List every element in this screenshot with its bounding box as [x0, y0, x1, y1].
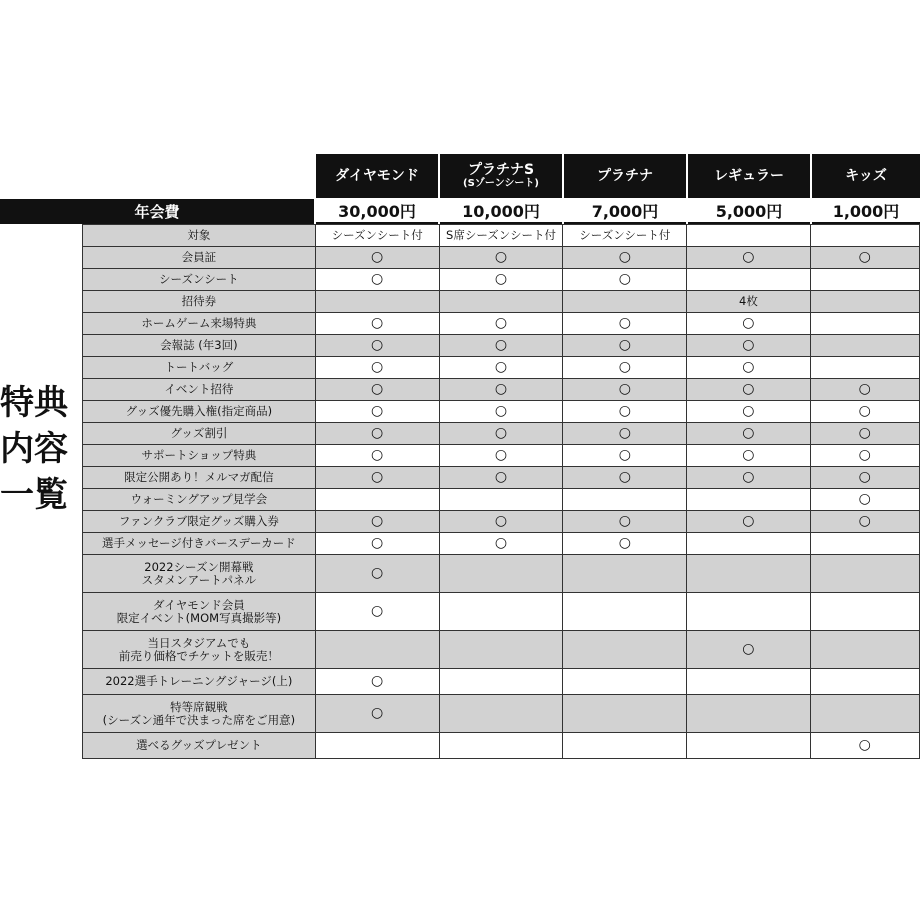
benefit-cell — [315, 445, 439, 467]
included-mark-icon: ○ — [371, 315, 384, 331]
benefit-cell — [810, 533, 919, 555]
benefit-cell — [810, 445, 919, 467]
benefit-cell — [810, 357, 919, 379]
included-mark-icon: ○ — [371, 535, 384, 551]
included-mark-icon: ○ — [618, 359, 631, 375]
benefit-cell — [315, 423, 439, 445]
benefit-cell — [563, 489, 687, 511]
benefit-cell — [439, 401, 563, 423]
table-row — [83, 423, 920, 445]
included-mark-icon: ○ — [618, 249, 631, 265]
benefit-label — [83, 401, 316, 423]
benefit-label — [83, 379, 316, 401]
benefit-cell — [687, 401, 810, 423]
included-mark-icon: ○ — [371, 337, 384, 353]
benefit-cell — [563, 593, 687, 631]
benefit-cell — [563, 733, 687, 759]
benefit-label-line: 選手メッセージ付きバースデーカード — [101, 536, 296, 550]
included-mark-icon: ○ — [371, 513, 384, 529]
benefit-cell — [315, 593, 439, 631]
benefit-cell — [810, 511, 919, 533]
benefit-cell — [439, 423, 563, 445]
plan-subname: (Sゾーンシート) — [463, 178, 539, 189]
benefit-cell — [687, 593, 810, 631]
benefit-label-line: 招待券 — [181, 294, 217, 308]
table-row — [83, 669, 920, 695]
included-mark-icon: ○ — [494, 403, 508, 419]
benefit-cell — [315, 467, 439, 489]
benefit-cell — [687, 313, 810, 335]
included-mark-icon: ○ — [494, 425, 508, 441]
table-row — [83, 269, 920, 291]
included-mark-icon: ○ — [494, 447, 508, 463]
included-mark-icon: ○ — [494, 249, 508, 265]
benefit-cell — [315, 533, 439, 555]
included-mark-icon: ○ — [494, 315, 508, 331]
benefit-cell — [810, 593, 919, 631]
benefit-cell — [439, 555, 563, 593]
benefit-cell — [687, 357, 810, 379]
benefit-label — [83, 593, 316, 631]
benefit-label — [83, 511, 316, 533]
included-mark-icon: ○ — [371, 469, 384, 485]
annual-fee-label: 年会費 — [0, 199, 314, 224]
benefit-label-line: ダイヤモンド会員 — [152, 597, 245, 612]
benefit-cell — [810, 489, 919, 511]
benefit-label — [83, 423, 316, 445]
benefit-cell — [439, 695, 563, 733]
benefit-cell — [687, 423, 810, 445]
plan-header-3 — [688, 154, 810, 198]
benefit-cell — [439, 269, 563, 291]
benefit-cell — [810, 631, 919, 669]
table-row — [83, 291, 920, 313]
included-mark-icon: ○ — [618, 447, 631, 463]
benefit-label-line: スタメンアートパネル — [141, 572, 257, 587]
benefit-label — [83, 225, 316, 247]
benefit-cell — [687, 695, 810, 733]
table-row — [83, 631, 920, 669]
table-row — [83, 379, 920, 401]
plan-name: ダイヤモンド — [335, 168, 419, 184]
benefit-label-line: 限定イベント(MOM写真撮影等) — [116, 610, 282, 625]
benefit-label-line: シーズンシート — [159, 272, 239, 286]
benefit-cell — [810, 401, 919, 423]
benefit-cell — [563, 379, 687, 401]
benefit-cell — [810, 313, 919, 335]
benefit-label — [83, 291, 316, 313]
benefit-cell — [439, 631, 563, 669]
benefit-cell — [687, 269, 810, 291]
benefit-cell — [810, 423, 919, 445]
benefit-cell — [439, 335, 563, 357]
benefit-cell — [563, 695, 687, 733]
benefit-cell — [439, 291, 563, 313]
benefit-cell — [439, 357, 563, 379]
benefit-label — [83, 533, 316, 555]
benefit-label — [83, 695, 316, 733]
benefit-cell — [810, 669, 919, 695]
included-mark-icon: ○ — [742, 337, 755, 353]
plan-name: キッズ — [845, 168, 887, 184]
benefit-label-line: グッズ割引 — [170, 426, 228, 440]
benefit-cell — [687, 733, 810, 759]
benefit-cell — [563, 335, 687, 357]
included-mark-icon: ○ — [371, 603, 384, 619]
benefit-cell — [687, 489, 810, 511]
benefit-cell — [687, 555, 810, 593]
included-mark-icon: ○ — [742, 359, 755, 375]
included-mark-icon: ○ — [858, 469, 871, 485]
table-row — [83, 357, 920, 379]
benefit-cell — [315, 631, 439, 669]
plan-header-2 — [564, 154, 686, 198]
included-mark-icon: ○ — [494, 271, 508, 287]
benefit-label — [83, 269, 316, 291]
benefit-cell — [315, 733, 439, 759]
included-mark-icon: ○ — [371, 359, 384, 375]
included-mark-icon: ○ — [494, 359, 508, 375]
benefit-cell — [687, 335, 810, 357]
benefit-cell — [439, 533, 563, 555]
plan-header-4 — [812, 154, 920, 198]
included-mark-icon: ○ — [742, 315, 755, 331]
benefit-cell — [439, 467, 563, 489]
table-row — [83, 467, 920, 489]
benefit-cell-text: シーズンシート付 — [579, 228, 671, 242]
annual-fee-4: 1,000円 — [812, 199, 920, 224]
benefit-cell — [810, 335, 919, 357]
benefit-cell — [315, 555, 439, 593]
benefit-cell — [563, 511, 687, 533]
included-mark-icon: ○ — [371, 565, 384, 581]
benefit-cell — [810, 555, 919, 593]
benefit-cell — [687, 225, 810, 247]
table-row — [83, 313, 920, 335]
benefit-label-line: トートバッグ — [164, 360, 234, 374]
benefit-cell — [439, 593, 563, 631]
benefit-cell — [563, 313, 687, 335]
included-mark-icon: ○ — [494, 469, 508, 485]
plan-name: プラチナS — [467, 162, 535, 178]
table-row — [83, 533, 920, 555]
benefit-cell — [439, 489, 563, 511]
included-mark-icon: ○ — [742, 425, 755, 441]
included-mark-icon: ○ — [371, 403, 384, 419]
included-mark-icon: ○ — [858, 491, 871, 507]
included-mark-icon: ○ — [742, 447, 755, 463]
included-mark-icon: ○ — [742, 641, 755, 657]
benefit-label-line: 会員証 — [181, 250, 217, 264]
included-mark-icon: ○ — [494, 513, 508, 529]
table-row — [83, 247, 920, 269]
benefit-cell — [810, 269, 919, 291]
benefit-label-line: 選べるグッズプレゼント — [136, 738, 262, 752]
benefit-cell — [315, 511, 439, 533]
benefit-cell — [439, 445, 563, 467]
benefit-label — [83, 733, 316, 759]
included-mark-icon: ○ — [371, 673, 384, 689]
benefit-label — [83, 335, 316, 357]
benefit-cell — [563, 357, 687, 379]
side-title-line-2: 内容 — [0, 429, 68, 469]
benefit-cell-text: S席シーズンシート付 — [446, 228, 556, 242]
benefit-label-line: 2022選手トレーニングジャージ(上) — [105, 674, 293, 688]
table-row — [83, 555, 920, 593]
benefit-label-line: 会報誌 (年3回) — [160, 338, 238, 352]
included-mark-icon: ○ — [618, 337, 631, 353]
annual-fee-1: 10,000円 — [440, 199, 562, 224]
benefit-cell — [563, 631, 687, 669]
benefit-cell — [315, 489, 439, 511]
side-title-line-3: 一覧 — [0, 475, 68, 515]
benefit-cell — [439, 733, 563, 759]
annual-fee-3: 5,000円 — [688, 199, 810, 224]
included-mark-icon: ○ — [858, 425, 871, 441]
included-mark-icon: ○ — [618, 469, 631, 485]
included-mark-icon: ○ — [742, 249, 755, 265]
benefit-cell-text: 4枚 — [739, 294, 758, 308]
benefit-cell — [315, 269, 439, 291]
plan-name: レギュラー — [714, 168, 784, 184]
benefit-cell — [563, 467, 687, 489]
included-mark-icon: ○ — [618, 271, 631, 287]
included-mark-icon: ○ — [742, 381, 755, 397]
benefit-cell — [563, 423, 687, 445]
benefit-cell — [315, 357, 439, 379]
benefit-cell — [315, 401, 439, 423]
benefit-cell — [563, 269, 687, 291]
benefit-cell — [687, 533, 810, 555]
included-mark-icon: ○ — [494, 535, 508, 551]
included-mark-icon: ○ — [618, 535, 631, 551]
benefit-label-line: イベント招待 — [164, 382, 234, 396]
included-mark-icon: ○ — [618, 315, 631, 331]
benefit-cell — [810, 695, 919, 733]
benefit-cell — [687, 511, 810, 533]
benefit-cell — [810, 733, 919, 759]
included-mark-icon: ○ — [858, 249, 871, 265]
included-mark-icon: ○ — [371, 425, 384, 441]
benefit-cell — [810, 467, 919, 489]
included-mark-icon: ○ — [858, 737, 871, 753]
benefit-cell — [687, 379, 810, 401]
benefit-cell — [439, 379, 563, 401]
table-row — [83, 733, 920, 759]
table-row — [83, 511, 920, 533]
benefit-cell — [315, 225, 439, 247]
benefit-cell — [810, 225, 919, 247]
included-mark-icon: ○ — [618, 381, 631, 397]
benefit-cell — [315, 669, 439, 695]
benefit-cell — [687, 631, 810, 669]
benefit-cell — [563, 445, 687, 467]
benefit-cell — [563, 247, 687, 269]
benefit-label-line: ファンクラブ限定グッズ購入券 — [118, 514, 279, 528]
benefit-cell — [563, 555, 687, 593]
table-row — [83, 489, 920, 511]
benefit-cell — [315, 247, 439, 269]
benefit-label-line: 限定公開あり！メルマガ配信 — [124, 470, 274, 484]
included-mark-icon: ○ — [618, 403, 631, 419]
table-row — [83, 445, 920, 467]
benefits-table — [82, 224, 920, 759]
benefit-cell — [315, 291, 439, 313]
benefit-cell — [439, 225, 563, 247]
included-mark-icon: ○ — [858, 403, 871, 419]
included-mark-icon: ○ — [371, 271, 384, 287]
table-row — [83, 593, 920, 631]
benefit-label — [83, 313, 316, 335]
included-mark-icon: ○ — [618, 513, 631, 529]
included-mark-icon: ○ — [858, 381, 871, 397]
benefit-cell — [439, 247, 563, 269]
included-mark-icon: ○ — [371, 249, 384, 265]
annual-fee-2: 7,000円 — [564, 199, 686, 224]
benefit-cell-text: シーズンシート付 — [331, 228, 423, 242]
benefit-label-line: 特等席観戦 — [170, 699, 228, 714]
annual-fee-0: 30,000円 — [316, 199, 438, 224]
benefit-cell — [563, 291, 687, 313]
included-mark-icon: ○ — [494, 381, 508, 397]
side-title-line-1: 特典 — [0, 383, 68, 423]
plan-name: プラチナ — [597, 168, 653, 184]
included-mark-icon: ○ — [618, 425, 631, 441]
benefit-cell — [687, 445, 810, 467]
included-mark-icon: ○ — [742, 403, 755, 419]
benefit-label-line: グッズ優先購入権(指定商品) — [125, 404, 273, 418]
benefit-label-line: (シーズン通年で決まった席をご用意) — [102, 712, 296, 727]
benefit-label-line: サポートショップ特典 — [141, 448, 257, 462]
benefit-label — [83, 631, 316, 669]
benefit-label — [83, 489, 316, 511]
benefit-cell — [810, 291, 919, 313]
table-row — [83, 335, 920, 357]
benefit-cell — [315, 335, 439, 357]
benefit-cell — [810, 247, 919, 269]
table-row — [83, 401, 920, 423]
benefit-cell — [315, 313, 439, 335]
benefit-label — [83, 445, 316, 467]
benefit-label — [83, 357, 316, 379]
benefit-cell — [687, 669, 810, 695]
benefit-cell — [687, 467, 810, 489]
benefit-label-line: ホームゲーム来場特典 — [141, 316, 257, 330]
included-mark-icon: ○ — [742, 469, 755, 485]
benefit-cell — [687, 291, 810, 313]
benefit-cell — [563, 401, 687, 423]
benefit-label-line: 当日スタジアムでも — [147, 635, 251, 650]
benefit-cell — [563, 669, 687, 695]
included-mark-icon: ○ — [371, 381, 384, 397]
benefit-cell — [563, 225, 687, 247]
benefit-cell — [439, 313, 563, 335]
benefit-label — [83, 555, 316, 593]
benefit-cell — [687, 247, 810, 269]
benefit-label-line: 前売り価格でチケットを販売！ — [118, 648, 279, 663]
included-mark-icon: ○ — [858, 447, 871, 463]
benefit-label — [83, 247, 316, 269]
benefit-label-line: 2022シーズン開幕戦 — [144, 559, 254, 574]
benefit-cell — [439, 669, 563, 695]
benefit-cell — [810, 379, 919, 401]
benefit-cell — [315, 379, 439, 401]
benefit-label — [83, 669, 316, 695]
benefit-cell — [563, 533, 687, 555]
table-row — [83, 695, 920, 733]
included-mark-icon: ○ — [494, 337, 508, 353]
benefit-cell — [315, 695, 439, 733]
included-mark-icon: ○ — [742, 513, 755, 529]
benefit-label-line: ウォーミングアップ見学会 — [130, 492, 268, 506]
benefit-label-line: 対象 — [187, 228, 211, 242]
included-mark-icon: ○ — [858, 513, 871, 529]
side-title — [0, 380, 80, 518]
benefit-cell — [439, 511, 563, 533]
benefit-label — [83, 467, 316, 489]
included-mark-icon: ○ — [371, 705, 384, 721]
included-mark-icon: ○ — [371, 447, 384, 463]
plan-header-0 — [316, 154, 438, 198]
table-row — [83, 225, 920, 247]
plan-header-1 — [440, 154, 562, 198]
